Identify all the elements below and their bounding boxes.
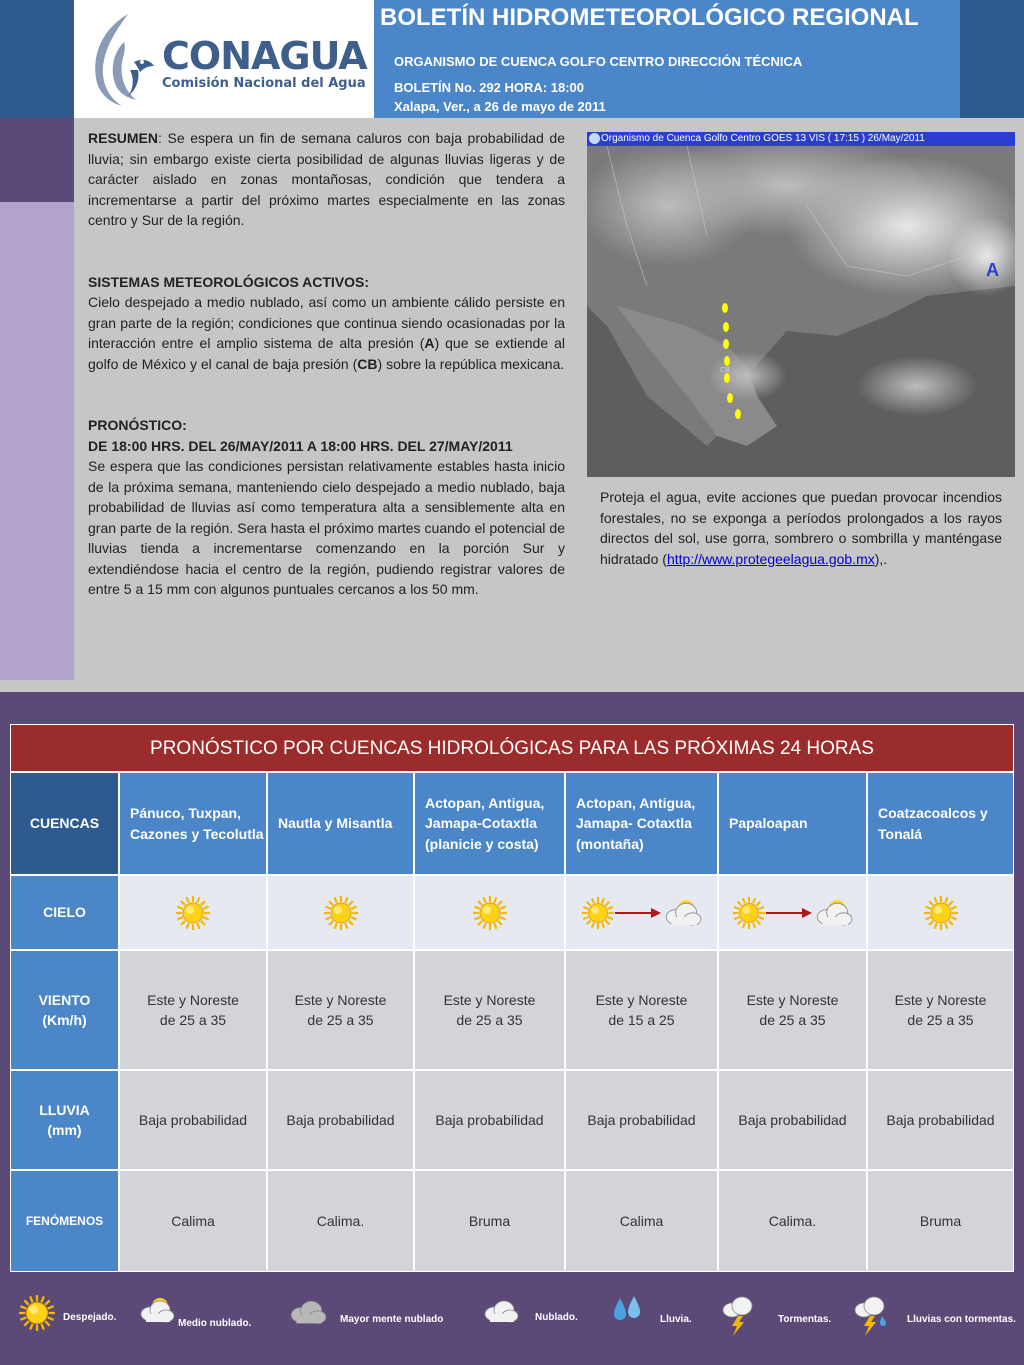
- advice-paragraph: [600, 487, 1002, 569]
- legend-label: Nublado.: [535, 1312, 578, 1323]
- rain-cell: Baja probabilidad: [119, 1070, 267, 1170]
- wind-cell: [267, 950, 414, 1070]
- logo-name: CONAGUA: [162, 34, 367, 78]
- rain-cell: Baja probabilidad: [565, 1070, 718, 1170]
- wind-direction: Este y Noreste: [894, 991, 987, 1008]
- systems-text-3: ) sobre la república mexicana.: [377, 355, 565, 372]
- legend-label: Tormentas.: [778, 1314, 832, 1325]
- sky-cell: [414, 875, 565, 950]
- logo: [74, 0, 374, 118]
- sun-icon: [175, 895, 211, 931]
- rain-cell: Baja probabilidad: [267, 1070, 414, 1170]
- legend: [0, 1280, 1024, 1365]
- phenomena-cell: Calima.: [267, 1170, 414, 1272]
- high-pressure-label: A: [986, 260, 999, 280]
- row-header-lluvia-row: LLUVIA (mm): [10, 1070, 119, 1170]
- sky-cell: [119, 875, 267, 950]
- wind-direction: Este y Noreste: [294, 991, 387, 1008]
- table-title: PRONÓSTICO POR CUENCAS HIDROLÓGICAS PARA LAS PRÓXIMAS 24 HORAS: [10, 724, 1014, 772]
- sky-cell: [867, 875, 1014, 950]
- wind-speed: de 15 a 25: [608, 1012, 675, 1028]
- advice-text: Proteja el agua, evite acciones que puedan provocar incendios forestales, no se exponga a períodos prolongados a los rayos directos del sol, use gorra, sombrero o sombrilla y manténgase hidratado (: [600, 489, 1002, 567]
- wind-cell: [414, 950, 565, 1070]
- legend-label: Lluvia.: [660, 1314, 692, 1325]
- summary-label: RESUMEN: [88, 130, 159, 146]
- legend-label: Mayor mente nublado: [340, 1314, 444, 1325]
- logo-subtitle: Comisión Nacional del Agua: [162, 76, 366, 91]
- wind-direction: Este y Noreste: [443, 991, 536, 1008]
- mostly-cloudy-icon: [286, 1294, 328, 1331]
- basin-header: Pánuco, Tuxpan, Cazones y Tecolutla: [119, 772, 267, 875]
- side-band-dark: [0, 118, 74, 202]
- wind-speed: de 25 a 35: [307, 1012, 374, 1028]
- page-title: BOLETÍN HIDROMETEOROLÓGICO REGIONAL: [380, 4, 919, 31]
- sun-icon: [923, 895, 959, 931]
- wind-direction: Este y Noreste: [746, 991, 839, 1008]
- wind-cell: [867, 950, 1014, 1070]
- header-stripe-left: [0, 0, 74, 118]
- legend-label: Lluvias con tormentas.: [907, 1314, 1016, 1325]
- phenomena-cell: Calima: [565, 1170, 718, 1272]
- wind-speed: de 25 a 35: [907, 1012, 974, 1028]
- systems-text-1: Cielo despejado a medio nublado, así como un ambiente cálido persiste en gran parte de la región; condiciones que continua siendo ocasionadas por la interacción entre el amplio sistema de alta presión (: [88, 294, 565, 351]
- sun-to-cloudy-icon: [732, 896, 854, 930]
- forecast-table: [10, 724, 1014, 1272]
- wind-speed: de 25 a 35: [159, 1012, 227, 1028]
- header-stripe-right: [960, 0, 1024, 118]
- rain-cell: Baja probabilidad: [414, 1070, 565, 1170]
- satellite-caption: Organismo de Cuenca Golfo Centro GOES 13 VIS ( 17:15 ) 26/May/2011: [601, 133, 925, 144]
- rain-icon: [608, 1294, 646, 1327]
- basin-header: Nautla y Misantla: [267, 772, 414, 875]
- wind-direction: Este y Noreste: [595, 991, 688, 1008]
- trough-label: CB: [720, 367, 730, 374]
- rain-cell: Baja probabilidad: [867, 1070, 1014, 1170]
- wind-cell: [565, 950, 718, 1070]
- systems-high-label: A: [424, 335, 435, 351]
- header: [0, 0, 1024, 118]
- legend-label: Medio nublado.: [178, 1318, 252, 1329]
- satellite-image: [587, 132, 1015, 477]
- forecast-heading: PRONÓSTICO:: [88, 417, 187, 433]
- bulletin-date: Xalapa, Ver., a 26 de mayo de 2011: [394, 99, 606, 114]
- advice-link[interactable]: http://www.protegeelagua.gob.mx: [666, 550, 875, 567]
- sun-icon: [323, 895, 359, 931]
- row-header-cielo-row: CIELO: [10, 875, 119, 950]
- basin-header: Actopan, Antigua, Jamapa- Cotaxtla (montaña): [565, 772, 718, 875]
- storm-icon: [718, 1294, 758, 1339]
- summary-paragraph: [88, 128, 565, 231]
- satellite-caption-bar: [587, 132, 1015, 146]
- wind-cell: [718, 950, 867, 1070]
- clear-icon: [18, 1294, 56, 1335]
- legend-label: Despejado.: [63, 1312, 117, 1323]
- summary-text: : Se espera un fin de semana caluros con baja probabilidad de lluvia; sin embargo existe cierta posibilidad de algunas lluvias ligeras y de carácter aislado en zonas montañosas, condición que tendera a incrementarse a partir del próximo martes especialmente en las zonas centro y Sur de la región.: [88, 130, 565, 228]
- systems-text-2: ) que se extiende al golfo de México y el canal de baja presión (: [88, 335, 565, 372]
- systems-trough-label: CB: [357, 355, 378, 372]
- basin-header: Actopan, Antigua, Jamapa-Cotaxtla (planicie y costa): [414, 772, 565, 875]
- wind-speed: de 25 a 35: [456, 1012, 523, 1028]
- phenomena-cell: Bruma: [867, 1170, 1014, 1272]
- row-header-viento-row: VIENTO (Km/h): [10, 950, 119, 1070]
- title-box: [374, 0, 960, 118]
- conagua-bird-icon: [84, 12, 154, 108]
- sky-cell: [718, 875, 867, 950]
- sky-cell: [267, 875, 414, 950]
- cloudy-icon: [480, 1294, 520, 1329]
- forecast-period: DE 18:00 HRS. DEL 26/MAY/2011 A 18:00 HRS. DEL 27/MAY/2011: [88, 437, 513, 454]
- row-header-fenomenos-row: FENÓMENOS: [10, 1170, 119, 1272]
- organization-line: ORGANISMO DE CUENCA GOLFO CENTRO DIRECCIÓN TÉCNICA: [394, 54, 803, 69]
- basin-header: Papaloapan: [718, 772, 867, 875]
- goes-logo-icon: [589, 133, 600, 144]
- wind-direction: Este y Noreste: [147, 991, 239, 1008]
- wind-speed: de 25 a 35: [759, 1012, 826, 1028]
- phenomena-cell: Calima.: [718, 1170, 867, 1272]
- systems-paragraph: [88, 292, 565, 374]
- text-column: [88, 128, 565, 600]
- basin-header: Coatzacoalcos y Tonalá: [867, 772, 1014, 875]
- systems-heading: SISTEMAS METEOROLÓGICOS ACTIVOS:: [88, 273, 370, 290]
- phenomena-cell: Calima: [119, 1170, 267, 1272]
- rain-cell: Baja probabilidad: [718, 1070, 867, 1170]
- satellite-map: [587, 146, 1015, 477]
- side-band-light: [0, 202, 74, 680]
- phenomena-cell: Bruma: [414, 1170, 565, 1272]
- rain-storm-icon: [850, 1294, 890, 1339]
- forecast-text: Se espera que las condiciones persistan relativamente estables hasta inicio de la próxima semana, manteniendo cielo despejado a medio nublado, baja probabilidad de lluvias así como temperatura alta a sensiblemente alta en gran parte de la región. Sera hasta el próximo martes cuando el potencial de lluvias tienda a incrementarse comenzando en la porción Sur y extendiéndose hacia el centro de la región, pudiendo registrar valores de entre 5 a 15 mm con algunos puntuales cercanos a los 50 mm.: [88, 458, 565, 597]
- sun-to-cloudy-icon: [581, 896, 703, 930]
- wind-cell: [119, 950, 267, 1070]
- sun-icon: [472, 895, 508, 931]
- row-header-cuencas-row: CUENCAS: [10, 772, 119, 875]
- side-band-bottom: [0, 680, 74, 692]
- partly-cloudy-icon: [136, 1294, 176, 1329]
- bulletin-number: BOLETÍN No. 292 HORA: 18:00: [394, 80, 584, 95]
- sky-cell: [565, 875, 718, 950]
- advice-tail: ),.: [874, 550, 888, 567]
